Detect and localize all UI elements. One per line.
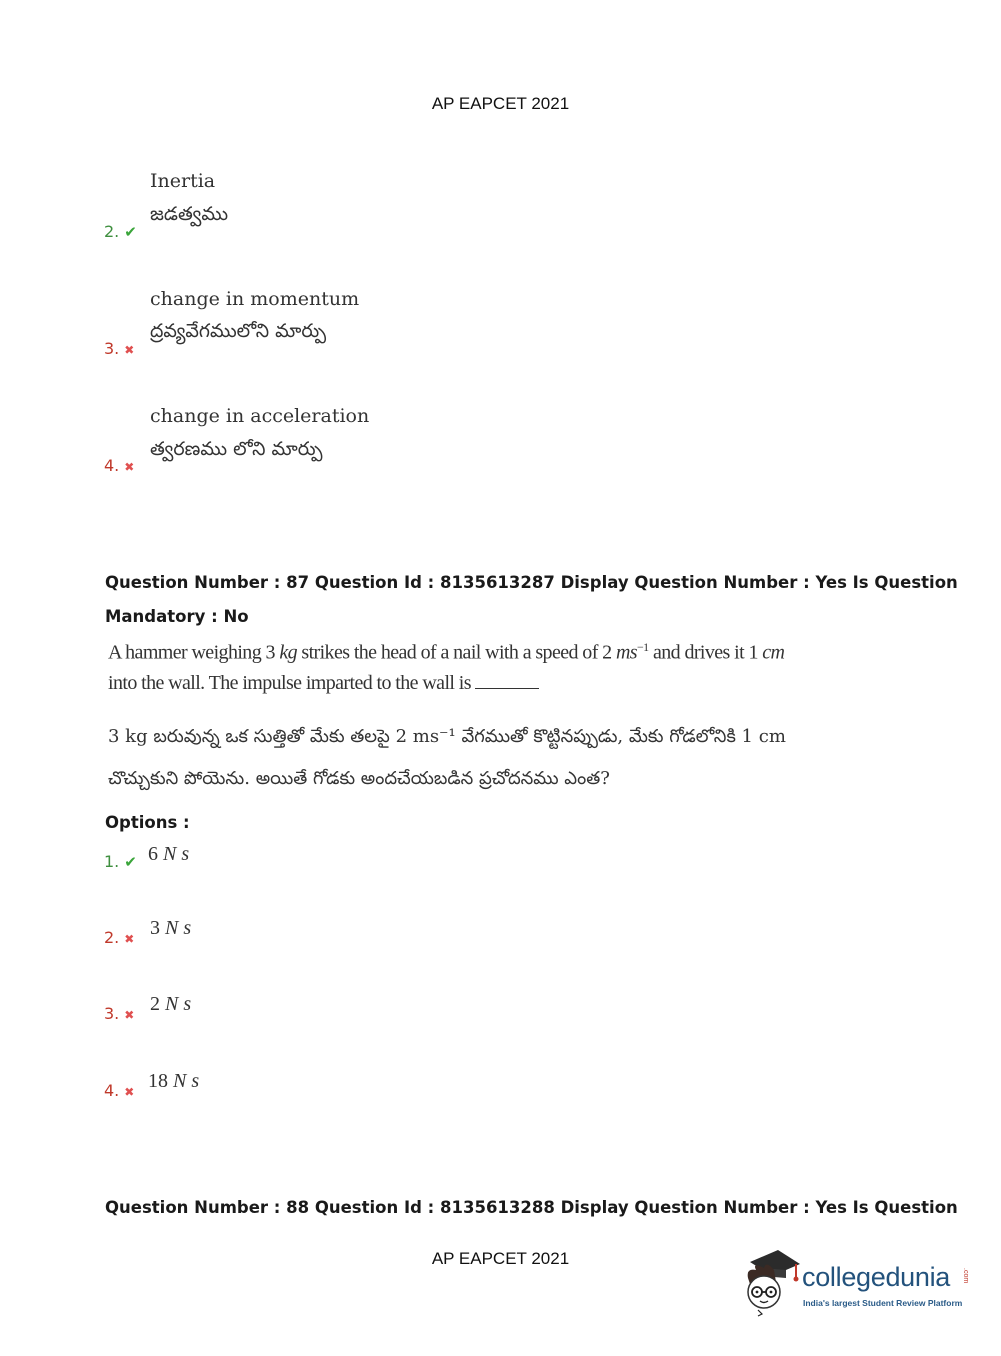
option-4-answer (148, 1070, 199, 1093)
question-87-meta-line1: Question Number : 87 Question Id : 8135613287 Display Question Number : Yes Is Question (105, 573, 958, 592)
prev-option-4-english: change in acceleration (150, 405, 370, 427)
option-unit: N s (163, 843, 190, 865)
option-4-number (104, 1081, 134, 1100)
prev-option-4-telugu: త్వరణము లోని మార్పు (150, 438, 323, 460)
option-number-label: 3. (104, 1004, 120, 1023)
prev-option-2-english: Inertia (150, 170, 216, 192)
option-2-answer (150, 917, 191, 940)
question-87-telugu-line2: చొచ్చుకుని పోయెను. అయితే గోడకు అందచేయబడిన ప్రచోదనము ఎంత? (108, 768, 610, 789)
cross-icon: ✖ (124, 1008, 135, 1022)
prev-option-2-telugu: జడత్వము (150, 203, 229, 225)
option-value: 2 (150, 993, 160, 1015)
mascot-icon (740, 1248, 802, 1318)
prev-option-3-english: change in momentum (150, 288, 360, 310)
collegedunia-logo (740, 1248, 970, 1318)
option-1-answer (148, 843, 189, 866)
option-3-answer (150, 993, 191, 1016)
option-unit: N s (165, 993, 192, 1015)
question-88-meta-line1: Question Number : 88 Question Id : 8135613288 Display Question Number : Yes Is Question (105, 1198, 958, 1217)
option-value: 18 (148, 1070, 168, 1092)
check-icon: ✔ (124, 223, 137, 241)
option-number-label: 4. (104, 1081, 120, 1100)
page-header-title: AP EAPCET 2021 (431, 94, 570, 113)
option-number-label: 4. (104, 456, 120, 475)
cross-icon: ✖ (124, 460, 135, 474)
question-87-english-line1 (108, 640, 784, 665)
option-2-number (104, 928, 134, 947)
cross-icon: ✖ (124, 932, 135, 946)
unit-exponent: −1 (637, 640, 649, 654)
option-value: 6 (148, 843, 158, 865)
logo-tagline: India's largest Student Review Platform (803, 1298, 963, 1308)
options-label: Options : (105, 813, 190, 832)
question-87-telugu-line1: 3 kg బరువున్న ఒక సుత్తితో మేకు తలపై 2 ms⁻¹ వేగముతో కొట్టినప్పుడు, మేకు గోడలోనికి 1 cm (108, 726, 786, 747)
question-87-english-line2 (108, 672, 539, 695)
question-text: into the wall. The impulse imparted to the wall is (108, 672, 471, 694)
option-1-number (104, 852, 137, 871)
option-unit: N s (173, 1070, 200, 1092)
check-icon: ✔ (124, 853, 137, 871)
logo-wordmark: collegedunia (802, 1262, 951, 1292)
answer-blank (475, 687, 539, 689)
option-3-number (104, 1004, 134, 1023)
option-number-label: 3. (104, 339, 120, 358)
option-number-label: 2. (104, 222, 120, 241)
unit-cm: cm (762, 641, 785, 664)
prev-option-3-number (104, 339, 134, 358)
option-number-label: 2. (104, 928, 120, 947)
prev-option-2-number (104, 222, 137, 241)
prev-option-3-telugu: ద్రవ్యవేగములోని మార్పు (150, 320, 327, 342)
cross-icon: ✖ (124, 1085, 135, 1099)
option-unit: N s (165, 917, 192, 939)
option-value: 3 (150, 917, 160, 939)
cross-icon: ✖ (124, 343, 135, 357)
question-87-meta-line2: Mandatory : No (105, 607, 249, 626)
question-text: A hammer weighing 3 (108, 641, 280, 664)
page-footer-title: AP EAPCET 2021 (431, 1249, 570, 1268)
question-text: strikes the head of a nail with a speed of 2 (297, 641, 616, 664)
unit-ms: ms (615, 641, 637, 664)
logo-suffix: .com (962, 1268, 969, 1284)
unit-kg: kg (279, 641, 297, 664)
question-text: and drives it 1 (648, 641, 763, 664)
prev-option-4-number (104, 456, 134, 475)
option-number-label: 1. (104, 852, 120, 871)
